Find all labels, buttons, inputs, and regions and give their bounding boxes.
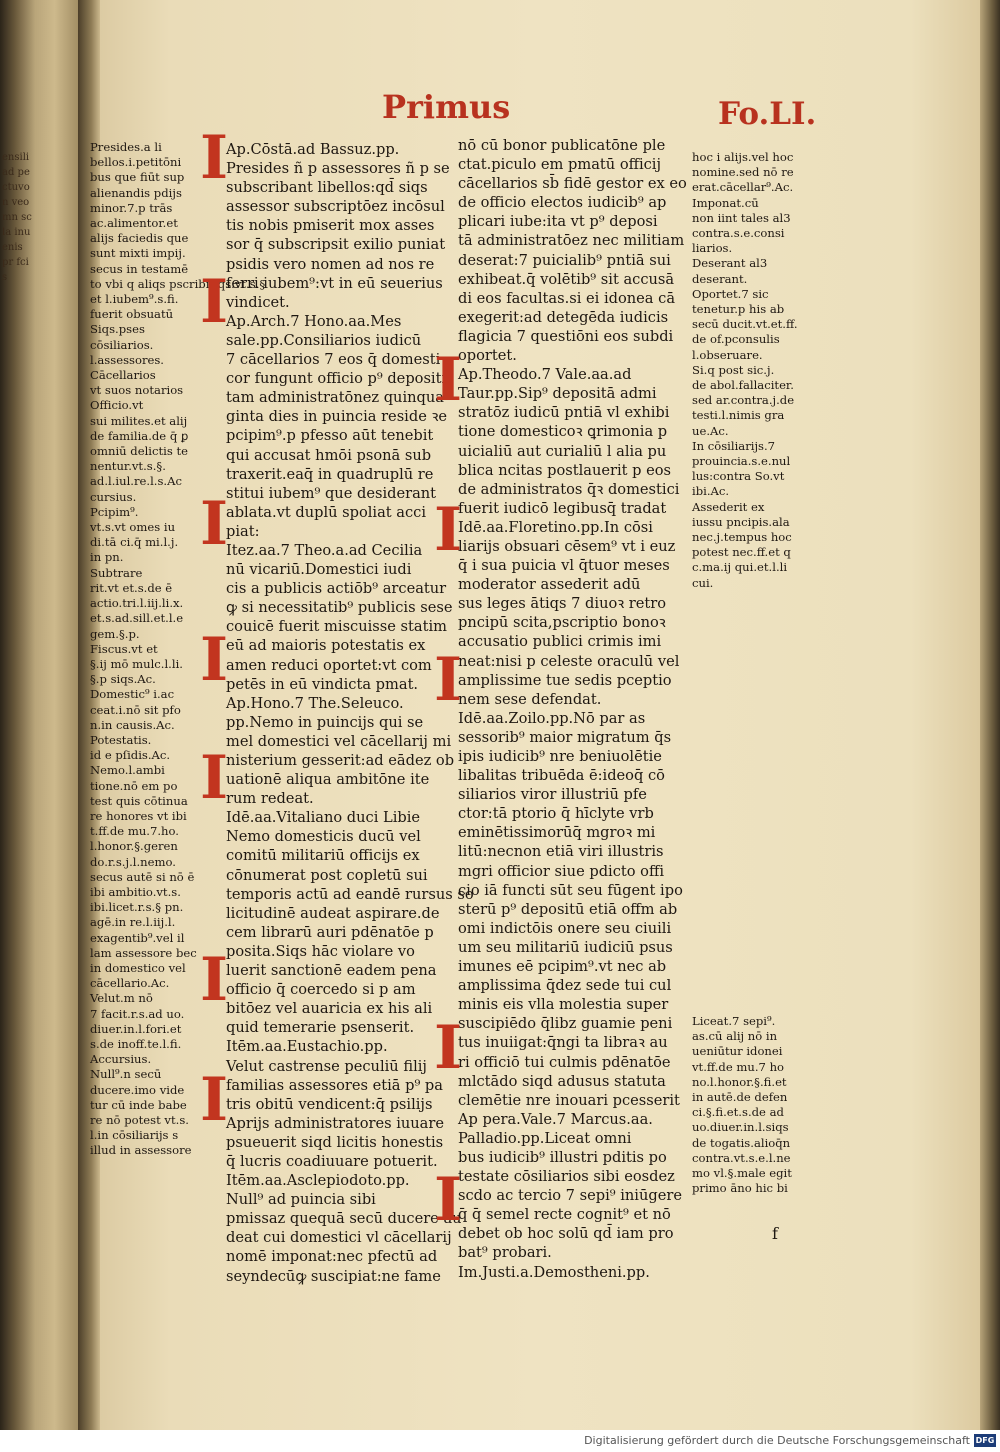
left-page-fragments: ensiliad pectuvo n veomn scla inuenis pr fci s — [2, 152, 32, 283]
text-line: sterū p⁹ depositū etiā offm ab — [458, 900, 678, 918]
gloss-line: ibi.Ac. — [692, 484, 730, 499]
text-line: ferri iubem⁹:vt in eū seuerius — [226, 274, 443, 292]
gloss-line: secū ducit.vt.et.ff. — [692, 317, 798, 332]
gloss-line: cācellario.Ac. — [90, 976, 170, 991]
text-line: blica ncitas postlauerit p eos — [458, 461, 672, 479]
text-line: 7 cācellarios 7 eos q̄ domesti — [226, 351, 441, 369]
gloss-line: actio.tri.l.iij.li.x. — [90, 596, 184, 611]
gloss-right-bottom-column — [692, 1014, 792, 1196]
right-page-edge — [980, 0, 1000, 1430]
text-line: liarijs obsuari cēsem⁹ vt i euz — [458, 537, 676, 555]
text-line: pp.Nemo in puincijs qui se — [226, 713, 424, 731]
gloss-line: sed ar.contra.j.de — [692, 393, 795, 408]
gloss-line: Deserant al3 — [692, 256, 768, 271]
gloss-line: n.in causis.Ac. — [90, 717, 175, 732]
text-line: q̄ i sua puicia vl q̄tuor meses — [458, 557, 670, 575]
text-line: Im.Justi.a.Demostheni.pp. — [458, 1263, 650, 1281]
gloss-line: mo vl.§.male egit — [692, 1166, 792, 1181]
gloss-line: ue.Ac. — [692, 423, 729, 438]
text-line: moderator assederit adū — [458, 576, 641, 594]
text-line: cor fungunt officio p⁹ depositi — [226, 370, 447, 388]
gloss-line: vt suos notarios — [90, 383, 184, 398]
gloss-line: cursius. — [90, 489, 137, 504]
text-line: vindicet. — [226, 293, 290, 311]
gloss-line: nomine.sed nō re — [692, 165, 794, 180]
text-line: amen reduci oportet:vt com — [226, 656, 432, 674]
text-line: oportet. — [458, 347, 517, 365]
gloss-line: rit.vt et.s.de ē — [90, 580, 173, 595]
gloss-line: gem.§.p. — [90, 626, 140, 641]
gloss-line: tenetur.p his ab — [692, 302, 785, 317]
gloss-line: ueniūtur idonei — [692, 1044, 783, 1059]
gloss-line: secus autē si nō ē — [90, 869, 195, 884]
text-line: psidis vero nomen ad nos re — [226, 255, 435, 273]
gloss-line: minor.7.p trās — [90, 200, 173, 215]
gloss-line: Imponat.cū — [692, 195, 759, 210]
text-line: Aprijs administratores iuuare — [226, 1114, 444, 1132]
text-line: licitudinē audeat aspirare.de — [226, 904, 440, 922]
gloss-line: no.l.honor.§.fi.et — [692, 1074, 787, 1089]
gloss-line: et l.iubem⁹.s.fi. — [90, 292, 179, 307]
gloss-line: Accursius. — [90, 1052, 152, 1067]
text-line: qui accusat hmōi psonā sub — [226, 446, 432, 464]
gloss-line: re nō potest vt.s. — [90, 1113, 189, 1127]
text-line: Itez.aa.7 Theo.a.ad Cecilia — [226, 541, 423, 559]
text-line: mlctādo siqd adusus statuta — [458, 1072, 666, 1090]
gloss-line: diuer.in.l.fori.et — [90, 1021, 182, 1036]
gloss-line: tur cū inde babe — [90, 1097, 187, 1112]
main-text-right-column — [458, 136, 687, 1282]
gloss-line: s.de inoff.te.l.fi. — [90, 1036, 182, 1051]
gloss-line: erat.cācellar⁹.Ac. — [692, 180, 794, 195]
decorated-initial: I — [200, 489, 229, 559]
gloss-line: omniū delictis te — [90, 444, 189, 459]
gloss-line: l.obseruare. — [692, 347, 763, 362]
gloss-line: prouincia.s.e.nul — [692, 454, 791, 469]
gloss-line: primo āno hic bi — [692, 1181, 788, 1196]
text-line: minis eis vlla molestia super — [458, 996, 669, 1014]
text-line: comitū militariū officijs ex — [226, 847, 420, 865]
text-line: Velut castrense peculiū filij — [226, 1057, 427, 1075]
text-line: di eos facultas.si ei idonea cā — [458, 289, 676, 307]
gloss-line: Potestatis. — [90, 732, 152, 747]
text-line: q̄ lucris coadiuuare potuerit. — [226, 1152, 438, 1170]
gloss-line: et.s.ad.sill.et.l.e — [90, 611, 184, 626]
gloss-line: id e pſidis.Ac. — [90, 748, 171, 763]
text-line: Ap.Arch.7 Hono.aa.Mes — [226, 312, 402, 330]
gloss-line: testi.l.nimis gra — [692, 408, 785, 423]
signature-mark: f — [772, 1224, 778, 1243]
text-line: debet ob hoc solū qd̄ iam pro — [458, 1225, 674, 1243]
gloss-line: sunt mixti impij. — [90, 246, 186, 261]
decorated-initial: I — [200, 945, 229, 1015]
gloss-line: in pn. — [90, 550, 124, 565]
gloss-line: c.ma.ij qui.et.l.li — [692, 560, 788, 575]
text-line: Ap pera.Vale.7 Marcus.aa. — [458, 1110, 653, 1128]
text-line: Idē.aa.Zoilo.pp.Nō par as — [458, 709, 646, 727]
gloss-line: ibi ambitio.vt.s. — [90, 884, 181, 899]
text-line: clemētie nre inouari pcesserit — [458, 1091, 680, 1109]
text-line: stratōz iudicū pntiā vl exhibi — [458, 404, 670, 422]
text-line: Ap.Hono.7 The.Seleuco. — [226, 694, 404, 712]
text-line: nō cū bonor publicatōne ple — [458, 137, 666, 154]
gloss-line: non iint tales al3 — [692, 210, 791, 225]
gloss-line: uo.diuer.in.l.siqs — [692, 1120, 789, 1135]
gloss-line: sui milites.et alij — [90, 413, 188, 428]
gloss-line: Officio.vt — [90, 398, 144, 413]
text-line: Itēm.aa.Eustachio.pp. — [226, 1038, 388, 1056]
text-line: pcipim⁹.p pfesso aūt tenebit — [226, 427, 434, 445]
gloss-line: lus:contra So.vt — [692, 469, 785, 484]
text-line: Ap.Cōstā.ad Bassuz.pp. — [226, 141, 400, 158]
text-line: sus leges ātiqs 7 diuoꝛ retro — [458, 595, 667, 613]
text-line: siliarios viror illustriū pfe — [458, 786, 647, 804]
text-line: sale.pp.Consiliarios iudicū — [226, 331, 422, 349]
text-line: tis nobis pmiserit mox asses — [226, 217, 435, 235]
text-line: sor q̄ subscripsit exilio puniat — [226, 236, 446, 254]
gloss-line: cōsiliarios. — [90, 337, 154, 352]
gloss-line: de togatis.alioq̄n — [692, 1135, 791, 1150]
text-line: subscribant libellos:qd̄ siqs — [226, 179, 428, 197]
text-line: Idē.aa.Floretino.pp.In cōsi — [458, 518, 653, 536]
text-line: libalitas tribuēda ē:ideoq̄ cō — [458, 767, 665, 785]
gloss-line: iussu pncipis.ala — [692, 514, 790, 529]
text-line: uationē aliqua ambitōne ite — [226, 771, 430, 789]
gloss-line: liarios. — [692, 241, 733, 256]
gloss-line: ducere.imo vide — [90, 1082, 185, 1097]
decorated-initial: I — [434, 645, 463, 715]
gloss-line: Liceat.7 sepi⁹. — [692, 1014, 776, 1028]
gloss-line: l.in cōsiliarijs s — [90, 1128, 179, 1143]
text-line: tris obitū vendicent:q̄ psilijs — [226, 1095, 433, 1113]
decorated-initial: I — [434, 1165, 463, 1235]
text-line: bus iudicib⁹ illustri pditis po — [458, 1148, 667, 1166]
gloss-line: de abol.fallaciter. — [692, 378, 794, 393]
text-line: nem sese defendat. — [458, 690, 602, 708]
text-line: flagicia 7 questiōni eos subdi — [458, 327, 674, 345]
text-line: luerit sanctionē eadem pena — [226, 962, 437, 980]
gloss-line: §.p siqs.Ac. — [90, 672, 156, 687]
text-line: accusatio publici crimis imi — [458, 633, 662, 651]
text-line: assessor subscriptōez incōsul — [226, 198, 445, 216]
gloss-line: vt.ff.de mu.7 ho — [692, 1059, 785, 1074]
text-line: pmissaz quequā secū ducere au — [226, 1210, 462, 1228]
gloss-line: secus in testamē — [90, 261, 189, 276]
text-line: tione domesticoꝛ ꝗrimonia p — [458, 423, 668, 441]
gloss-line: alijs faciedis que — [90, 231, 189, 246]
gloss-line: 7 facit.r.s.ad uo. — [90, 1006, 185, 1021]
text-line: deat cui domestici vl cācellarij — [226, 1229, 452, 1247]
text-line: um seu militariū iudiciū psus — [458, 938, 673, 956]
text-line: deserat:7 puicialib⁹ pntiā sui — [458, 251, 671, 269]
text-line: temporis actū ad eandē rursus so — [226, 885, 474, 903]
text-line: scdo ac tercio 7 sepi⁹ iniūgere — [458, 1187, 682, 1205]
gloss-line: Null⁹.n secū — [90, 1067, 162, 1082]
gloss-line: fuerit obsuatū — [90, 307, 174, 322]
text-line: cācellarios sb̄ fidē gestor ex eo — [458, 175, 687, 193]
text-line: stitui iubem⁹ que desiderant — [226, 484, 437, 502]
text-line: tā administratōez nec militiam — [458, 232, 685, 250]
gloss-line: deserant. — [692, 271, 748, 286]
text-line: litū:necnon etiā viri illustris — [458, 843, 664, 861]
text-line: bat⁹ probari. — [458, 1244, 552, 1262]
gloss-line: ibi.licet.r.s.§ pn. — [90, 900, 184, 915]
decorated-initial: I — [434, 1013, 463, 1083]
text-line: cōnumerat post copletū sui — [226, 866, 428, 884]
text-line: pncipū scita,pscriptio bonoꝛ — [458, 614, 666, 632]
decorated-initial: I — [200, 123, 229, 193]
text-line: cem librarū auri pdēnatōe p — [226, 923, 434, 941]
text-line: amplissime tue sedis pceptio — [458, 671, 672, 689]
text-line: q̄ q̄ semel recte cognit⁹ et nō — [458, 1206, 671, 1224]
gloss-line: ad.l.iul.re.l.s.Ac — [90, 474, 182, 489]
gloss-line: hoc i alijs.vel hoc — [692, 150, 794, 164]
gloss-line: lam assessore bec — [90, 945, 197, 960]
text-line: uicialiū aut curialiū l alia pu — [458, 442, 667, 460]
text-line: ctor:tā ptorio q̄ hīclyte vrb — [458, 805, 654, 823]
gloss-line: potest nec.ff.et q — [692, 545, 791, 560]
gloss-line: l.honor.§.geren — [90, 839, 178, 854]
decorated-initial: I — [434, 345, 463, 415]
text-line: bitōez vel auaricia ex his ali — [226, 1000, 433, 1018]
gloss-line: tione.nō em po — [90, 778, 178, 793]
gloss-line: vt.s.vt omes iu — [90, 520, 176, 535]
text-line: ginta dies in puincia reside ꝛe — [226, 408, 448, 426]
text-line: mgri officior siue pdicto offi — [458, 862, 664, 880]
text-line: Null⁹ ad puincia sibi — [226, 1191, 376, 1209]
text-line: suscipiēdo q̄libz guamie peni — [458, 1015, 673, 1033]
gloss-line: exagentib⁹.vel il — [90, 930, 185, 945]
text-line: quid temerarie psenserit. — [226, 1019, 415, 1037]
decorated-initial: I — [434, 495, 463, 565]
decorated-initial: I — [200, 625, 229, 695]
gloss-line: ac.alimentor.et — [90, 216, 178, 231]
folio-number: Fo.LI. — [718, 96, 817, 132]
gloss-line: l.assessores. — [90, 352, 164, 367]
gloss-line: agē.in re.l.iij.l. — [90, 915, 176, 930]
text-line: Nemo domesticis ducū vel — [226, 828, 421, 846]
gloss-line: ceat.i.nō sit pfo — [90, 702, 181, 717]
gloss-line: illud in assessore — [90, 1143, 192, 1158]
text-line: exhibeat.q̄ volētib⁹ sit accusā — [458, 270, 675, 288]
gloss-line: nentur.vt.s.§. — [90, 459, 166, 474]
text-line: nū vicariū.Domestici iudi — [226, 561, 412, 579]
text-line: neat:nisi p celeste oraculū vel — [458, 652, 680, 670]
gloss-line: Subtrare — [90, 565, 143, 580]
text-line: Taur.pp.Sip⁹ depositā admi — [458, 385, 657, 403]
gloss-line: do.r.s.j.l.nemo. — [90, 854, 176, 869]
gloss-line: Assederit ex — [692, 499, 765, 514]
gloss-line: de familia.de q̄ ꝑ — [90, 428, 189, 443]
text-line: ꝙ si necessitatib⁹ publicis sese — [226, 599, 453, 617]
text-line: de officio electos iudicib⁹ ap — [458, 194, 667, 212]
gloss-line: Velut.m nō — [90, 991, 153, 1006]
text-line: Presides ñ p assessores ñ p se — [226, 160, 450, 178]
dfg-logo: DFG — [975, 1436, 995, 1445]
text-line: Idē.aa.Vitaliano duci Libie — [226, 809, 421, 827]
gloss-line: Domestic⁹ i.ac — [90, 687, 175, 702]
text-line: ctat.piculo em pmatū officij — [458, 156, 662, 174]
text-line: testate cōsiliarios sibi eosdez — [458, 1168, 675, 1186]
left-page-edge — [0, 0, 78, 1430]
gloss-line: t.ff.de mu.7.ho. — [90, 824, 179, 839]
text-line: de administratos q̄ꝛ domestici — [458, 480, 680, 498]
text-line: posita.Siqs hāc violare vo — [226, 942, 415, 960]
gloss-line: as.cū alij nō in — [692, 1029, 778, 1044]
gloss-line: contra.s.e.consi — [692, 226, 785, 241]
gloss-line: In cōsiliarijs.7 — [692, 438, 776, 453]
text-line: Ap.Theodo.7 Vale.aa.ad — [458, 366, 632, 384]
text-line: nisterium gesserit:ad eādez ob — [226, 752, 455, 769]
text-line: Palladio.pp.Liceat omni — [458, 1129, 632, 1147]
gloss-line: to vbi q aliqs pscribit qs.vt.s.§ — [90, 276, 266, 291]
text-line: petēs in eū vindicta pmat. — [226, 675, 419, 693]
text-line: seyndecūꝙ suscipiat:ne fame — [226, 1267, 441, 1285]
gloss-line: in domestico vel — [90, 960, 186, 975]
gloss-line: test quis cōtinua — [90, 793, 188, 808]
text-line: ablata.vt duplū spoliat acci — [226, 503, 427, 521]
decorated-initial: I — [200, 267, 229, 337]
text-line: piat: — [226, 522, 260, 540]
gloss-line: de of.pconsulis — [692, 332, 780, 347]
gloss-line: bellos.i.petitōni — [90, 155, 182, 170]
gloss-line: Nemo.l.ambi — [90, 763, 165, 778]
text-line: tus inuiigat:q̄ngi ta libraꝛ au — [458, 1034, 668, 1052]
footer-credit: Digitalisierung gefördert durch die Deutsche Forschungsgemeinschaft — [584, 1434, 970, 1447]
gloss-line: Pcipim⁹. — [90, 504, 139, 519]
gloss-line: Oportet.7 sic — [692, 286, 769, 301]
page — [90, 0, 980, 1430]
text-line: couicē fuerit miscuisse statim — [226, 618, 447, 636]
text-line: imunes eē pcipim⁹.vt nec ab — [458, 958, 667, 976]
text-line: psueuerit siqd licitis honestis — [226, 1133, 444, 1151]
gloss-line: Siqs.pses — [90, 322, 145, 337]
gloss-line: cui. — [692, 575, 714, 590]
text-line: traxerit.eaq̄ in quadruplū re — [226, 465, 434, 483]
gloss-line: nec.j.tempus hoc — [692, 530, 792, 545]
gloss-line: re honores vt ibi — [90, 808, 187, 823]
text-line: ri officiō tui culmis pdēnatōe — [458, 1053, 671, 1071]
text-line: eminētissimorūq̄ mgroꝛ mi — [458, 824, 656, 842]
text-line: familias assessores etiā p⁹ pa — [226, 1076, 443, 1094]
text-line: rum redeat. — [226, 790, 314, 808]
gloss-line: Fiscus.vt et — [90, 641, 158, 656]
gloss-line: Cācellarios — [90, 368, 156, 383]
text-line: fuerit iudicō legibusq̄ tradat — [458, 499, 667, 517]
text-line: plicari iube:ita vt p⁹ deposi — [458, 213, 658, 231]
gloss-line: ci.§.fi.et.s.de ad — [692, 1105, 784, 1120]
gloss-line: Presides.a li — [90, 140, 162, 154]
text-line: exegerit:ad detegēda iudicis — [458, 308, 669, 326]
text-line: tam administratōnez quinqua — [226, 389, 444, 407]
running-title: Primus — [382, 88, 511, 126]
gloss-line: in autē.de defen — [692, 1090, 788, 1105]
gloss-line: bus que fiūt sup — [90, 170, 185, 185]
footer-bar — [0, 1430, 1000, 1452]
text-line: eū ad maioris potestatis ex — [226, 637, 426, 655]
text-line: Itēm.aa.Asclepiodoto.pp. — [226, 1172, 410, 1190]
decorated-initial: I — [200, 743, 229, 813]
text-line: sessorib⁹ maior migratum q̄s — [458, 728, 672, 746]
text-line: amplissima q̄dez sede tui cul — [458, 977, 672, 995]
text-line: cio iā functi sūt seu fūgent ipo — [458, 881, 683, 899]
text-line: omi indictōis onere seu ciuili — [458, 919, 672, 937]
decorated-initial: I — [200, 1065, 229, 1135]
gloss-right-top-column — [692, 150, 798, 591]
text-line: mel domestici vel cācellarij mi — [226, 732, 452, 750]
gloss-line: di.tā ci.q̄ mi.l.j. — [90, 535, 179, 550]
text-line: cis a publicis actiōb⁹ arceatur — [226, 580, 447, 598]
gloss-line: alienandis pdijs — [90, 185, 182, 200]
text-line: officio q̄ coercedo si p am — [226, 981, 416, 999]
text-line: nomē imponat:nec pfectū ad — [226, 1248, 438, 1266]
gloss-line: §.ij mō mulc.l.li. — [90, 656, 183, 671]
gloss-line: contra.vt.s.e.l.ne — [692, 1150, 791, 1165]
gloss-line: Si.q post sic.j. — [692, 362, 775, 377]
text-line: ipis iudicib⁹ nre beniuolētie — [458, 748, 662, 765]
